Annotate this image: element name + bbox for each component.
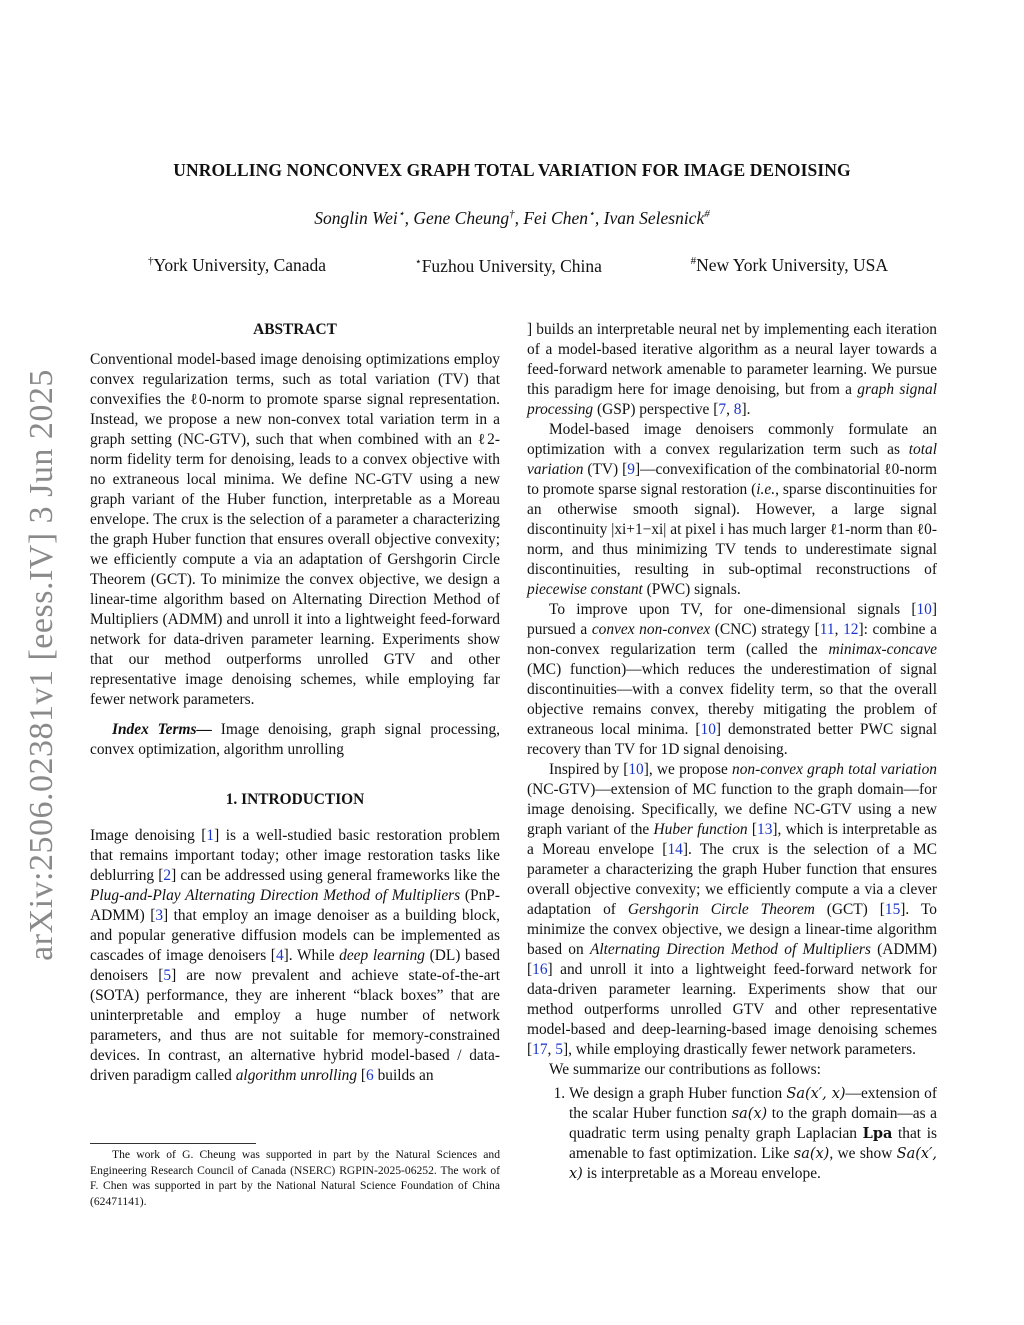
- citation-link[interactable]: 10: [700, 721, 716, 738]
- intro-heading: 1. INTRODUCTION: [225, 791, 365, 808]
- citation-link[interactable]: 1: [206, 827, 215, 844]
- affiliation: †York University, Canada: [148, 255, 327, 275]
- author-name: Songlin Wei: [314, 207, 398, 228]
- column-break-text: builds an: [373, 1067, 434, 1084]
- intro-paragraph-1: Image denoising [1] is a well-studied basic restoration problem that remains important today; other image restoration tasks like deblurring [2] can be addressed using general frameworks like the Plug-and-Play Alternating Direction Method of Multipliers (PnP-ADMM) [3] that employ an image denoiser as a building block, and popular generative diffusion models can be implemented as cascades of image denoisers [4]. While deep learning (DL) based denoisers [5] are now prevalent and achieve state-of-the-art (SOTA) performance, they are inherent “black boxes” that are uninterpretable and employ a huge number of network parameters, and thus are not suitable for memory-constrained devices. In contrast, an alternative hybrid model-based / data-driven paradigm called algorithm unrolling [6 builds an: [90, 827, 501, 1084]
- paper-title: UNROLLING NONCONVEX GRAPH TOTAL VARIATION FOR IMAGE DENOISING: [173, 160, 851, 180]
- list-item: 1. We design a graph Huber function Sa(x′, x)—extension of the scalar Huber function sa(x) to the graph domain—as a quadratic term using penalty graph Laplacian Lpa that is amenable to fast optimization. Like sa(x), we show Sa(x′, x) is interpretable as a Moreau envelope.: [569, 1084, 937, 1184]
- affiliation: #New York University, USA: [690, 255, 888, 275]
- author-list: Songlin Wei⋆, Gene Cheung†, Fei Chen⋆, Ivan Selesnick#: [314, 207, 710, 228]
- right-column: [527, 320, 937, 1184]
- intro-paragraph-3: To improve upon TV, for one-dimensional signals [10] pursued a convex non-convex (CNC) strategy [11, 12]: combine a non-convex regularization term (called the minimax-concave (MC) function)—which reduces the underestimation of signal discontinuities—with a convex fidelity term, so that the overall objective remains convex, thereby mitigating the problem of extraneous local minima. [10] demonstrated better PWC signal recovery than TV for 1D signal denoising.: [527, 601, 938, 758]
- abstract-heading: ABSTRACT: [253, 321, 337, 338]
- contribution-list: [527, 1084, 937, 1184]
- intro-paragraph-2: Model-based image denoisers commonly formulate an optimization with a convex regularization term such as total variation (TV) [9]—convexification of the combinatorial ℓ0-norm to promote sparse signal restoration (i.e., sparse discontinuities for an otherwise smooth signal). However, a large signal discontinuity |xi+1−xi| at pixel i has much larger ℓ1-norm than ℓ0-norm, and thus minimizing TV tends to underestimate signal discontinuities, resulting in sub-optimal reconstructions of piecewise constant (PWC) signals.: [527, 421, 938, 598]
- citation-link[interactable]: 13: [757, 821, 773, 838]
- affiliation: ⋆Fuzhou University, China: [414, 255, 602, 276]
- citation-link[interactable]: 7: [718, 401, 727, 418]
- funding-footnote: The work of G. Cheung was supported in part by the Natural Sciences and Engineering Research Council of Canada (NSERC) RGPIN-2025-06252. The work of F. Chen was supported in part by the National Natural Science Foundation of China (62471141).: [90, 1148, 500, 1208]
- citation-link[interactable]: 3: [155, 907, 164, 924]
- citation-link[interactable]: 15: [884, 901, 901, 918]
- left-column: [90, 320, 500, 1086]
- author-name: Gene Cheung: [413, 207, 510, 228]
- citation-link[interactable]: 5: [555, 1041, 563, 1058]
- citation-link[interactable]: 12: [843, 621, 859, 638]
- footnote-divider: [90, 1143, 256, 1144]
- intro-paragraph-1-continued: ] builds an interpretable neural net by implementing each iteration of a model-based iterative algorithm as a neural layer towards a feed-forward network amenable to parameter learning. We pursue this paradigm here for image denoising, but from a graph signal processing (GSP) perspective [7, 8].: [527, 321, 937, 418]
- abstract-text: Conventional model-based image denoising optimizations employ convex regularization terms, such as total variation (TV) that convexifies the ℓ0-norm to promote sparse signal representation. Instead, we propose a new non-convex total variation term in a graph setting (NC-GTV), such that when combined with an ℓ2-norm fidelity term for denoising, leads to a convex objective with no extraneous local minima. We define NC-GTV using a new graph variant of the Huber function, interpretable as a Moreau envelope. The crux is the selection of a parameter a characterizing the graph Huber function that ensures overall objective convexity; we efficiently compute a via an adaptation of Gershgorin Circle Theorem (GCT). To minimize the convex objective, we design a linear-time algorithm based on Alternating Direction Method of Multipliers (ADMM) and unroll it into a lightweight feed-forward network for data-driven parameter learning. Experiments show that our method outperforms unrolled GTV and other representative image denoising schemes, while employing far fewer network parameters.: [90, 351, 500, 708]
- citation-link[interactable]: 9: [627, 461, 635, 478]
- author-name: Fei Chen: [523, 207, 588, 228]
- citation-link[interactable]: 16: [532, 961, 548, 978]
- arxiv-side-label: arXiv:2506.02381v1 [eess.IV] 3 Jun 2025: [23, 369, 60, 961]
- index-terms: Index Terms— Image denoising, graph signal processing, convex optimization, algorithm unrolling: [90, 721, 500, 758]
- citation-link[interactable]: 2: [163, 867, 172, 884]
- author-name: Ivan Selesnick: [603, 207, 705, 228]
- citation-link[interactable]: 5: [163, 967, 172, 984]
- citation-link[interactable]: 10: [916, 601, 932, 618]
- intro-paragraph-4: Inspired by [10], we propose non-convex graph total variation (NC-GTV)—extension of MC function to the graph domain—for image denoising. Specifically, we define NC-GTV using a new graph variant of the Huber function [13], which is interpretable as a Moreau envelope [14]. The crux is the selection of a MC parameter a characterizing the graph Huber function that ensures overall objective convexity; we efficiently compute a via a clever adaptation of Gershgorin Circle Theorem (GCT) [15]. To minimize the convex objective, we design a linear-time algorithm based on Alternating Direction Method of Multipliers (ADMM) [16] and unroll it into a lightweight feed-forward network for data-driven parameter learning. Experiments show that our method outperforms unrolled GTV and other representative model-based and deep-learning-based image denoising schemes [17, 5], while employing drastically fewer network parameters.: [527, 761, 937, 1058]
- affiliations: [148, 255, 888, 277]
- citation-link[interactable]: 6: [366, 1067, 374, 1084]
- citation-link[interactable]: 10: [628, 761, 644, 778]
- intro-paragraph-5: We summarize our contributions as follows:: [549, 1061, 821, 1078]
- citation-link[interactable]: 8: [733, 401, 742, 418]
- citation-link[interactable]: 11: [819, 621, 835, 638]
- citation-link[interactable]: 14: [667, 841, 683, 858]
- citation-link[interactable]: 4: [275, 947, 284, 964]
- citation-link[interactable]: 17: [532, 1041, 548, 1058]
